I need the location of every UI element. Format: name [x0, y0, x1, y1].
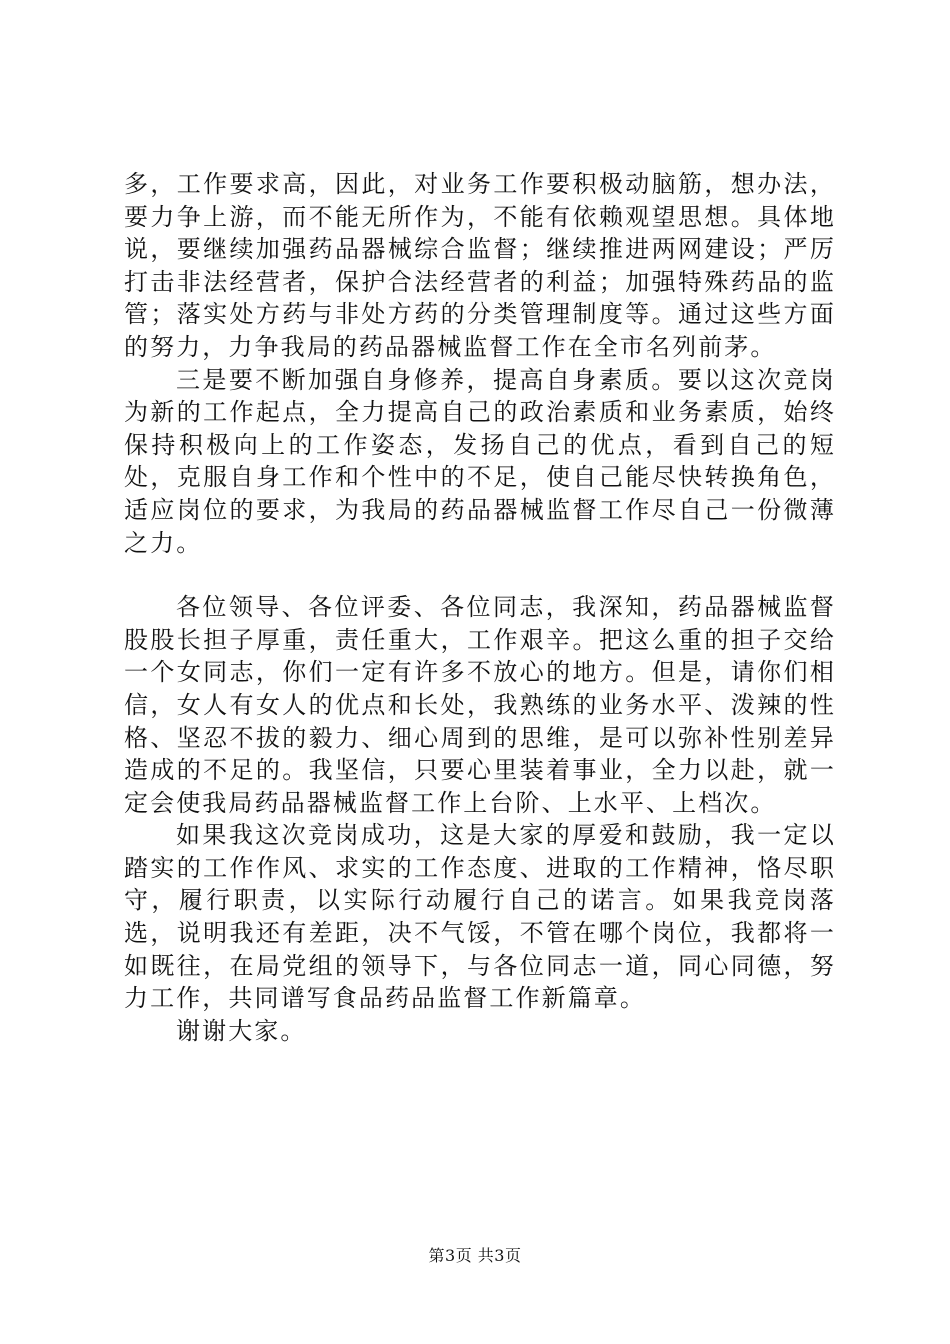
- paragraph-commitment: 如果我这次竞岗成功，这是大家的厚爱和鼓励，我一定以踏实的工作作风、求实的工作态度、进取的工作精神，恪尽职守，履行职责，以实际行动履行自己的诺言。如果我竞岗落选，说明我还有差距，决不气馁，不管在哪个岗位，我都将一如既往，在局党组的领导下，与各位同志一道，同心同德，努力工作，共同谱写食品药品监督工作新篇章。: [124, 821, 836, 1013]
- paragraph-continued: 多，工作要求高，因此，对业务工作要积极动脑筋，想办法，要力争上游，而不能无所作为，不能有依赖观望思想。具体地说，要继续加强药品器械综合监督；继续推进两网建设；严厉打击非法经营者，保护合法经营者的利益；加强特殊药品的监管；落实处方药与非处方药的分类管理制度等。通过这些方面的努力，力争我局的药品器械监督工作在全市名列前茅。: [124, 170, 836, 361]
- page-number-footer: 第3页 共3页: [428, 1246, 522, 1265]
- document-body: [124, 168, 836, 1047]
- paragraph-point-three: 三是要不断加强自身修养，提高自身素质。要以这次竞岗为新的工作起点，全力提高自己的政治素质和业务素质，始终保持积极向上的工作姿态，发扬自己的优点，看到自己的短处，克服自身工作和个性中的不足，使自己能尽快转换角色，适应岗位的要求，为我局的药品器械监督工作尽自己一份微薄之力。: [124, 365, 836, 557]
- paragraph-thanks: 谢谢大家。: [176, 1016, 307, 1045]
- paragraph-address-audience: 各位领导、各位评委、各位同志，我深知，药品器械监督股股长担子厚重，责任重大，工作艰辛。把这么重的担子交给一个女同志，你们一定有许多不放心的地方。但是，请你们相信，女人有女人的优点和长处，我熟练的业务水平、泼辣的性格、坚忍不拔的毅力、细心周到的思维，是可以弥补性别差异造成的不足的。我坚信，只要心里装着事业，全力以赴，就一定会使我局药品器械监督工作上台阶、上水平、上档次。: [124, 593, 836, 817]
